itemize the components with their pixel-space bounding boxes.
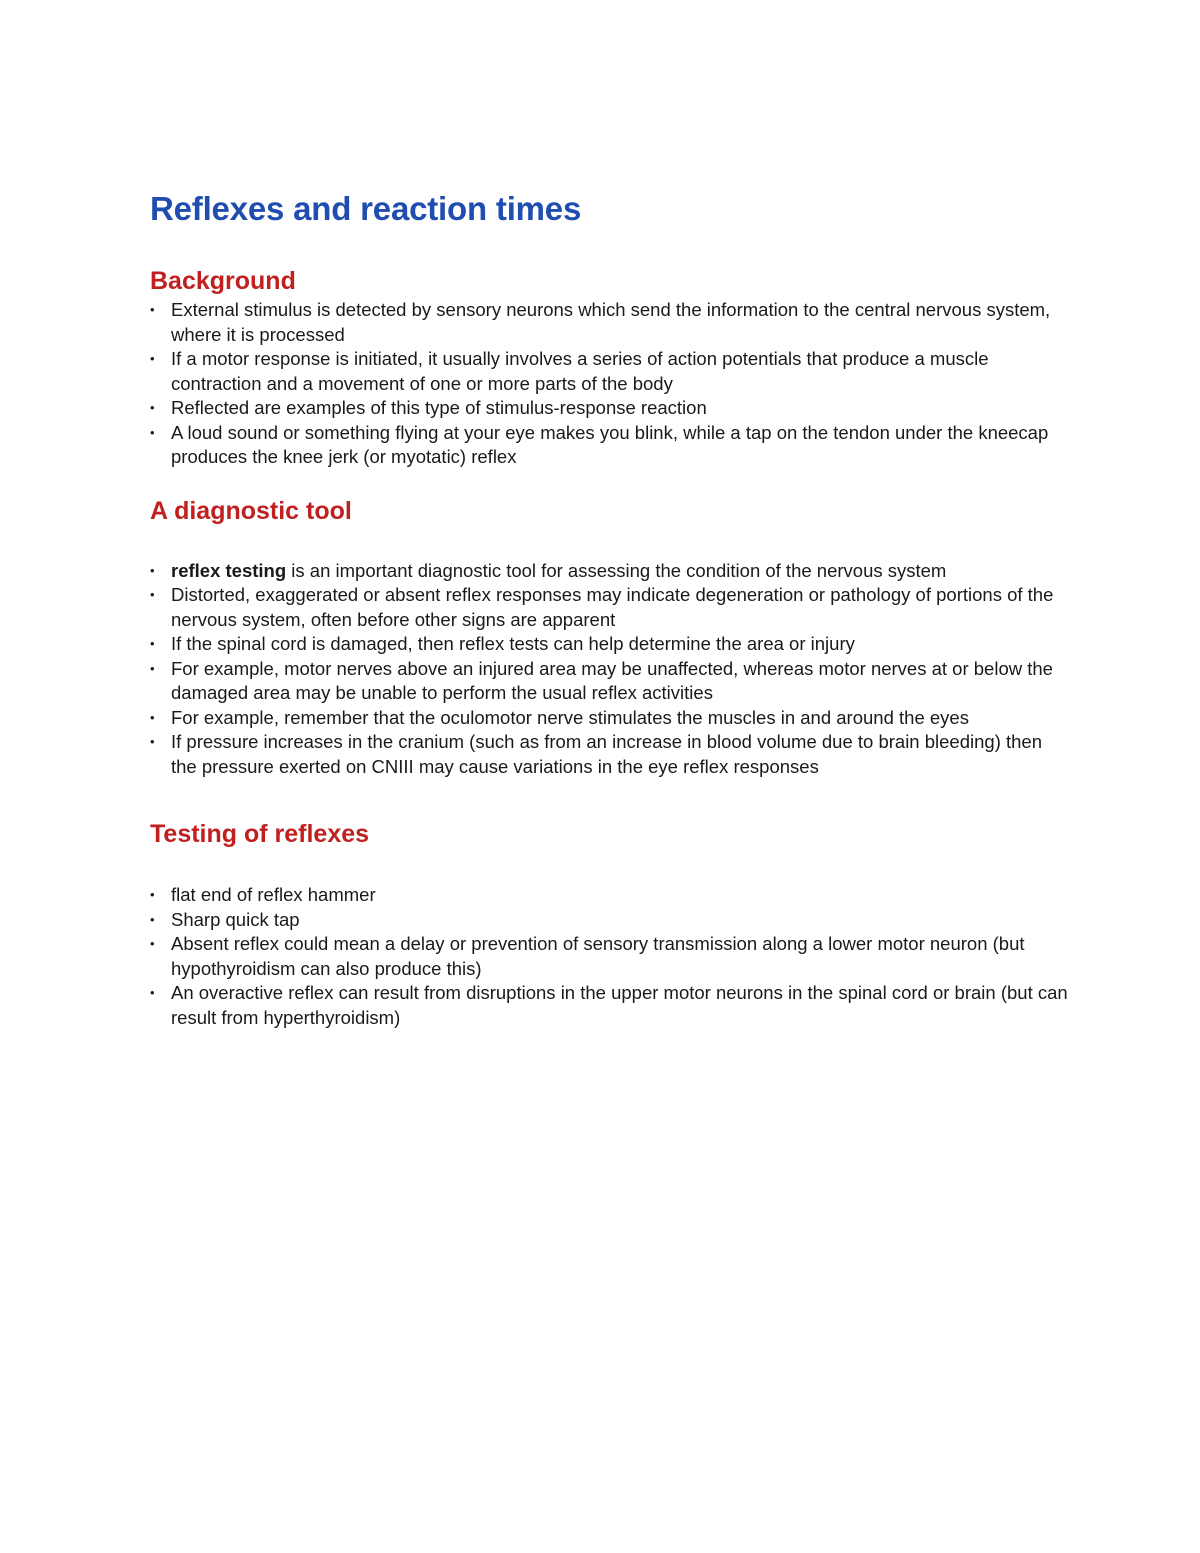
background-list [150, 298, 1070, 470]
bullet-icon: • [150, 351, 155, 366]
bullet-icon: • [150, 636, 155, 651]
list-item: • If pressure increases in the cranium (such as from an increase in blood volume due to brain bleeding) then the pressure exerted on CNIII may cause variations in the eye reflex responses [150, 731, 1042, 777]
bullet-icon: • [150, 887, 155, 902]
list-item: • A loud sound or something flying at your eye makes you blink, while a tap on the tendon under the kneecap produces the knee jerk (or myotatic) reflex [150, 421, 1049, 467]
testing-of-reflexes-list [150, 883, 1070, 1030]
bullet-icon: • [150, 985, 155, 1000]
bullet-icon: • [150, 424, 155, 440]
list-item: • reflex testing is an important diagnostic tool for assessing the condition of the nervous system [150, 559, 1070, 584]
list-item: • For example, remember that the oculomotor nerve stimulates the muscles in and around the eyes [150, 706, 1070, 731]
list-item: • Distorted, exaggerated or absent reflex responses may indicate degeneration or pathology of portions of the nervous system, often before other signs are apparent [150, 584, 1054, 630]
bullet-icon: • [150, 911, 155, 927]
bullet-icon: • [150, 709, 155, 725]
bullet-icon: • [150, 400, 155, 415]
list-item: • If a motor response is initiated, it usually involves a series of action potentials that produce a muscle contraction and a movement of one or more parts of the body [150, 348, 989, 394]
document-title: Reflexes and reaction times [150, 190, 582, 227]
diagnostic-tool-list [150, 559, 1070, 780]
bullet-icon: • [150, 587, 155, 602]
bullet-icon: • [150, 734, 155, 749]
list-item: • External stimulus is detected by sensory neurons which send the information to the central nervous system, where it is processed [150, 299, 1051, 345]
list-item: • An overactive reflex can result from disruptions in the upper motor neurons in the spinal cord or brain (but can result from hyperthyroidism) [150, 982, 1068, 1028]
list-item: • Absent reflex could mean a delay or prevention of sensory transmission along a lower motor neuron (but hypothyroidism can also produce this) [150, 933, 1025, 979]
list-item: • Sharp quick tap [150, 908, 1070, 933]
bullet-icon: • [150, 562, 155, 578]
bullet-icon: • [150, 302, 155, 317]
bold-term: reflex testing [171, 559, 287, 581]
section-heading-background: Background [150, 267, 296, 295]
list-item: • If the spinal cord is damaged, then reflex tests can help determine the area or injury [150, 632, 1070, 657]
document-page [150, 186, 1070, 1030]
bullet-icon: • [150, 660, 155, 676]
section-heading-diagnostic-tool: A diagnostic tool [150, 496, 352, 525]
list-item: • Reflected are examples of this type of stimulus-response reaction [150, 396, 1070, 421]
section-heading-testing-of-reflexes: Testing of reflexes [150, 820, 370, 848]
list-item: • flat end of reflex hammer [150, 883, 1070, 908]
list-item: • For example, motor nerves above an injured area may be unaffected, whereas motor nerves at or below the damaged area may be unable to perform the usual reflex activities [150, 657, 1053, 703]
bullet-icon: • [150, 936, 155, 951]
